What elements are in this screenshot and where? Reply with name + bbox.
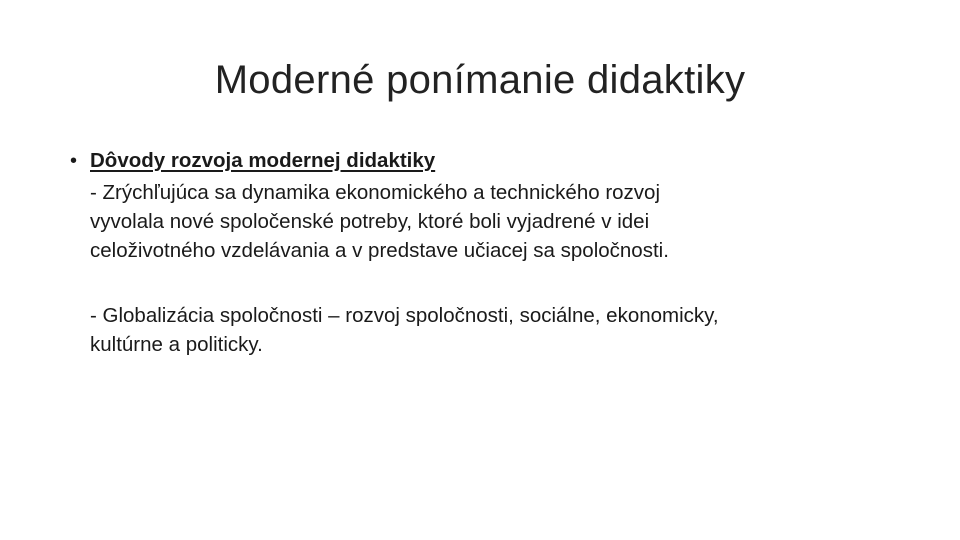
paragraph-globalization: - Globalizácia spoločnosti – rozvoj spoločnosti, sociálne, ekonomicky, kultúrne a politicky. — [90, 304, 719, 356]
bullet-icon: • — [70, 150, 78, 172]
slide-title: Moderné ponímanie didaktiky — [214, 58, 746, 102]
paragraph-reasons: - Zrýchľujúca sa dynamika ekonomického a technického rozvoj vyvolala nové spoločenské potreby, ktoré boli vyjadrené v idei celoživotného vzdelávania a v predstave učiacej sa spoločnosti. — [90, 181, 669, 262]
bullet-item — [70, 146, 910, 176]
bullet-heading: Dôvody rozvoja modernej didaktiky — [90, 149, 436, 172]
slide-body — [70, 146, 910, 359]
